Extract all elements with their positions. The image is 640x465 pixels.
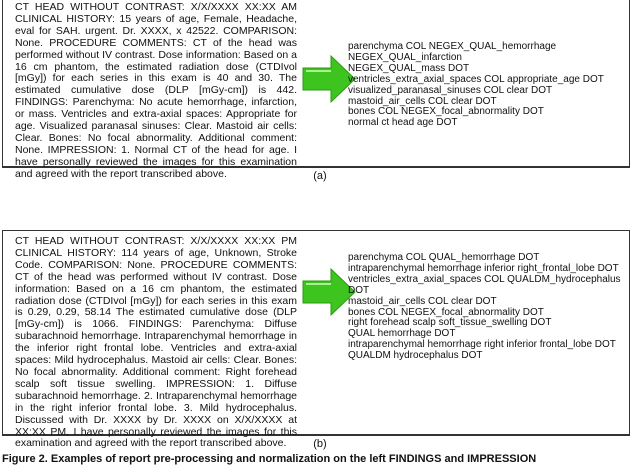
token-line: NEGEX_QUAL_infarction [348, 51, 462, 63]
token-line: intraparenchymal hemorrhage right inferior frontal_lobe DOT [348, 339, 616, 351]
token-line: DOT [348, 284, 370, 296]
token-line: intraparenchymal hemorrhage inferior right_frontal_lobe DOT [348, 262, 619, 274]
figure-caption: Figure 2. Examples of report pre-processing and normalization on the left FINDINGS and IMPRESSION [2, 453, 537, 465]
token-line: bones COL NEGEX_focal_abnormality DOT [348, 106, 544, 118]
token-line: right forehead scalp soft_tissue_swelling DOT [348, 317, 552, 329]
normalized-tokens [348, 42, 604, 129]
token-line: normal ct head age DOT [348, 117, 458, 129]
token-line: parenchyma COL NEGEX_QUAL_hemorrhage [348, 41, 557, 52]
token-line: mastoid_air_cells COL clear DOT [348, 295, 497, 307]
token-line: QUALDM hydrocephalus DOT [348, 350, 483, 362]
token-line: bones COL NEGEX_focal_abnormality DOT [348, 306, 544, 318]
normalized-tokens [348, 253, 621, 362]
token-line: visualized_paranasal_sinuses COL clear DOT [348, 84, 553, 96]
example-panel-b [2, 230, 630, 450]
token-line: mastoid_air_cells COL clear DOT [348, 95, 497, 107]
token-line: QUAL hemorrhage DOT [348, 328, 456, 340]
raw-report-text: CT HEAD WITHOUT CONTRAST: X/X/XXXX XX:XX PM CLINICAL HISTORY: 114 years of age, Unknown, Stroke Code. COMPARISON: None. PROCEDURE COMMENTS: CT of the head was performed without IV contrast. Dose information: Based on a 16 cm phantom, the estimated radiation dose (CTDIvol [mGy]) for each series in this exam is 0.29, 0.29, 58.14 The estimated cumulative dose (DLP [mGy-cm]) is 1066. FINDINGS: Parenchyma: Diffuse subarachnoid hemorrhage. Intraparenchymal hemorrhage in the inferior right frontal lobe. Ventricles and extra-axial spaces: Mild hydrocephalus. Mastoid air cells: Clear. Bones: No focal abnormality. Additional comment: Right forehead scalp soft tissue swelling. IMPRESSION: 1. Diffuse subarachnoid hemorrhage. 2. Intraparenchymal hemorrhage in the right inferior frontal lobe. 3. Mild hydrocephalus. Discussed with Dr. XXXX by Dr. XXXX on X/X/XXXX at XX:XX PM. I have personally reviewed the images for this examination and agreed with the report transcribed above. [15, 235, 297, 450]
example-panel-a [2, 0, 630, 180]
token-line: NEGEX_QUAL_mass DOT [348, 62, 470, 74]
panel-label-a: (a) [313, 170, 327, 182]
token-line: ventricles_extra_axial_spaces COL appropriate_age DOT [348, 73, 604, 85]
panel-label-b: (b) [313, 438, 327, 450]
token-line: parenchyma COL QUAL_hemorrhage DOT [348, 252, 540, 263]
raw-report-text: CT HEAD WITHOUT CONTRAST: X/X/XXXX XX:XX AM CLINICAL HISTORY: 15 years of age, Female, Headache, eval for SAH. urgent. Dr. XXXX, x 42522. COMPARISON: None. PROCEDURE COMMENTS: CT of the head was performed without IV contrast. Dose information: Based on a 16 cm phantom, the estimated radiation dose (CTDIvol [mGy]) for each series in this exam is 40 and 30. The estimated cumulative dose (DLP [mGy-cm]) is 442. FINDINGS: Parenchyma: No acute hemorrhage, infarction, or mass. Ventricles and extra-axial spaces: Appropriate for age. Visualized paranasal sinuses: Clear. Mastoid air cells: Clear. Bones: No focal abnormality. Additional comment: None. IMPRESSION: 1. Normal CT of the head for age. I have personally reviewed the images for this examination and agreed with the report transcribed above. [15, 1, 297, 180]
token-line: ventricles_extra_axial_spaces COL QUALDM_hydrocephalus [348, 273, 621, 285]
